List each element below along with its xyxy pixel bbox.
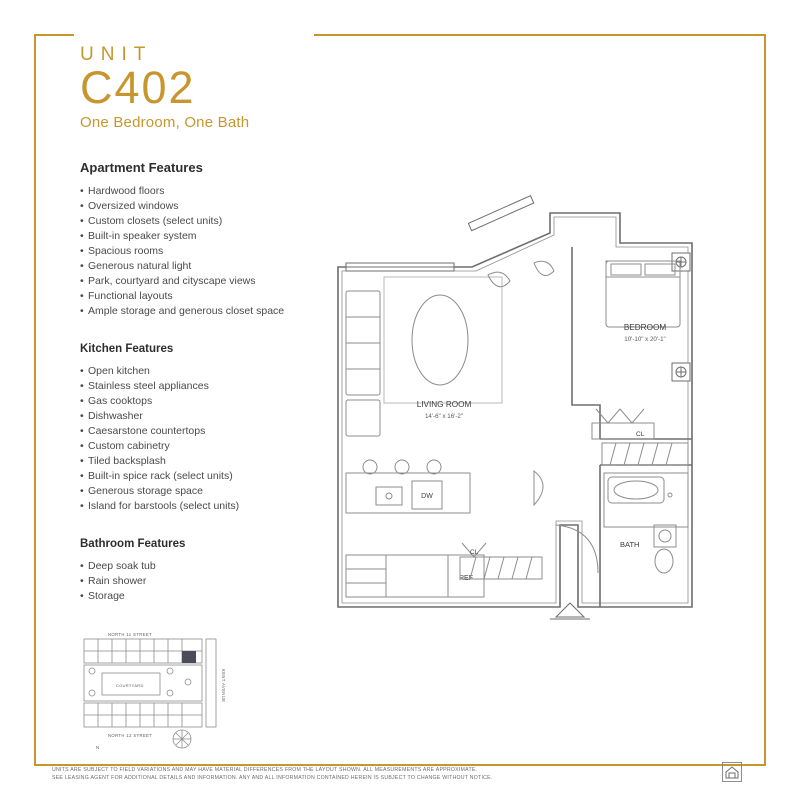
unit-subtitle-label: One Bedroom, One Bath [80, 114, 250, 131]
key-map-unit-highlight [182, 651, 196, 663]
list-item: • Oversized windows [80, 199, 310, 214]
appliance-label-refrigerator: REF [459, 575, 473, 582]
apartment-features-list [80, 184, 310, 319]
list-item: • Open kitchen [80, 364, 310, 379]
list-item: • Dishwasher [80, 409, 310, 424]
list-item: • Gas cooktops [80, 394, 310, 409]
list-item: • Ample storage and generous closet space [80, 304, 310, 319]
fair-housing-icon [722, 762, 742, 782]
list-item: • Spacious rooms [80, 244, 310, 259]
list-item: • Tiled backsplash [80, 454, 310, 469]
room-label-bedroom: BEDROOM [623, 323, 667, 332]
disclaimer-text [52, 766, 672, 782]
list-item: • Caesarstone countertops [80, 424, 310, 439]
list-item: • Rain shower [80, 574, 310, 589]
frame-border-left [34, 34, 36, 766]
bathroom-features-heading: Bathroom Features [80, 538, 186, 550]
bathroom-features-list [80, 559, 310, 604]
key-map-street-right: KENT AVENUE [221, 669, 226, 703]
features-section [80, 160, 310, 604]
list-item: • Generous storage space [80, 484, 310, 499]
apartment-features-heading: Apartment Features [80, 160, 203, 175]
key-map-street-bottom: NORTH 12 STREET [108, 733, 153, 738]
frame-title-notch [74, 28, 314, 42]
list-item: • Generous natural light [80, 259, 310, 274]
page-title [80, 44, 249, 131]
unit-word-label: UNIT [80, 44, 153, 65]
key-map-courtyard-label: COURTYARD [116, 683, 144, 688]
room-dims-living-room: 14'-6" x 16'-2" [424, 413, 464, 420]
closet-label-2: CL [470, 549, 479, 556]
unit-number-label: C402 [80, 62, 196, 113]
building-key-map [70, 625, 270, 755]
spacer [80, 319, 310, 343]
appliance-label-dishwasher: DW [421, 493, 433, 500]
list-item: • Custom cabinetry [80, 439, 310, 454]
list-item: • Hardwood floors [80, 184, 310, 199]
list-item: • Storage [80, 589, 310, 604]
closet-label-1: CL [636, 431, 645, 438]
compass-icon [173, 730, 191, 748]
disclaimer-line-2: SEE LEASING AGENT FOR ADDITIONAL DETAILS AND INFORMATION. ANY AND ALL INFORMATION CONTAINED HEREIN IS SUBJECT TO CHANGE WITHOUT NOTICE. [52, 775, 493, 781]
disclaimer-line-1: UNITS ARE SUBJECT TO FIELD VARIATIONS AND MAY HAVE MATERIAL DIFFERENCES FROM THE LAYOUT SHOWN. ALL MEASUREMENTS ARE APPROXIMATE. [52, 767, 478, 773]
list-item: • Deep soak tub [80, 559, 310, 574]
list-item: • Stainless steel appliances [80, 379, 310, 394]
compass-north-label: N [96, 745, 100, 750]
room-label-living-room: LIVING ROOM [416, 400, 472, 409]
floor-plan-drawing [320, 195, 720, 625]
room-dims-bedroom: 10'-10" x 20'-1" [624, 336, 666, 343]
list-item: • Functional layouts [80, 289, 310, 304]
room-label-bath: BATH [620, 540, 640, 549]
kitchen-features-list [80, 364, 310, 514]
list-item: • Island for barstools (select units) [80, 499, 310, 514]
list-item: • Park, courtyard and cityscape views [80, 274, 310, 289]
kitchen-features-heading: Kitchen Features [80, 343, 174, 355]
list-item: • Built-in spice rack (select units) [80, 469, 310, 484]
frame-border-right [764, 34, 766, 766]
spacer [80, 514, 310, 538]
list-item: • Custom closets (select units) [80, 214, 310, 229]
list-item: • Built-in speaker system [80, 229, 310, 244]
key-map-street-top: NORTH 11 STREET [108, 632, 153, 637]
